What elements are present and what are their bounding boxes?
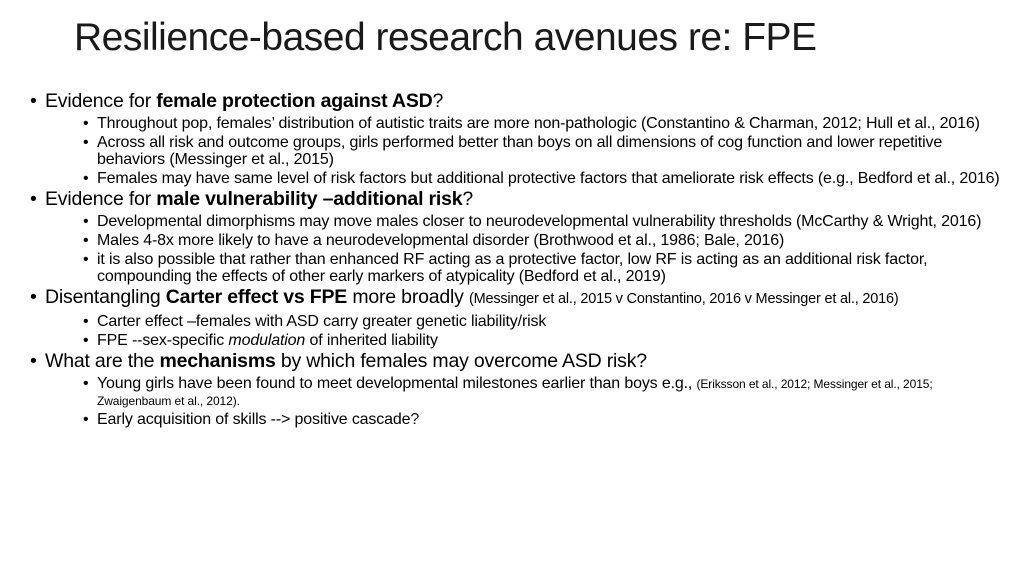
sub-bullet: • Early acquisition of skills --> positive cascade? <box>83 411 1010 428</box>
sub-bullet <box>83 332 1010 349</box>
bullet-text: ? <box>432 90 444 112</box>
sub-bullet: • Developmental dimorphisms may move males closer to neurodevelopmental vulnerability thresholds (McCarthy & Wright, 2016) <box>83 213 1010 230</box>
bullet-text: Evidence for <box>45 90 157 112</box>
sub-bullet-text: Young girls have been found to meet developmental milestones earlier than boys e.g., <box>97 375 697 392</box>
bullet-bold: female protection against ASD <box>156 90 433 112</box>
bullet-mechanisms <box>30 350 1010 428</box>
sub-bullet-list <box>45 213 1010 285</box>
bullet-text: What are the <box>45 350 160 372</box>
bullet-text: Evidence for <box>45 188 157 210</box>
bullet-text: Disentangling <box>45 286 166 308</box>
bullet-bold: Carter effect vs FPE <box>165 286 348 308</box>
sub-bullet-citation: (Eriksson et al., 2012; Messinger et al., 2015; Zwaigenbaum et al., 2012). <box>97 377 933 408</box>
sub-bullet: • Males 4-8x more likely to have a neurodevelopmental disorder (Brothwood et al., 1986; Bale, 2016) <box>83 232 1010 249</box>
sub-bullet: • it is also possible that rather than enhanced RF acting as a protective factor, low RF is acting as an additional risk factor, compounding the effects of other early markers of atypicality (Bedford et al., 2019) <box>83 251 1010 285</box>
bullet-list <box>30 90 1010 428</box>
sub-bullet-italic: modulation <box>228 332 306 349</box>
sub-bullet: • Across all risk and outcome groups, girls performed better than boys on all dimensions of cog function and lower repetitive behaviors (Messinger et al., 2015) <box>83 134 1010 168</box>
bullet-male-vulnerability <box>30 188 1010 285</box>
bullet-female-protection <box>30 90 1010 187</box>
bullet-text: ? <box>462 188 474 210</box>
bullet-carter-effect <box>30 286 1010 349</box>
bullet-citation: (Messinger et al., 2015 v Constantino, 2016 v Messinger et al., 2016) <box>468 291 899 307</box>
bullet-text: more broadly <box>347 286 469 308</box>
bullet-bold: mechanisms <box>159 350 276 372</box>
sub-bullet: • Females may have same level of risk factors but additional protective factors that ameliorate risk effects (e.g., Bedford et al., 2016) <box>83 170 1010 187</box>
sub-bullet-list <box>45 313 1010 349</box>
sub-bullet-text: FPE --sex-specific <box>97 332 229 349</box>
sub-bullet: • Carter effect –females with ASD carry greater genetic liability/risk <box>83 313 1010 330</box>
bullet-text: by which females may overcome ASD risk? <box>275 350 647 372</box>
sub-bullet <box>83 375 1010 409</box>
sub-bullet-list <box>45 115 1010 187</box>
bullet-bold: male vulnerability –additional risk <box>156 188 463 210</box>
slide-title: Resilience-based research avenues re: FPE <box>74 16 817 59</box>
sub-bullet-text: of inherited liability <box>305 332 438 349</box>
slide-content <box>30 90 1010 429</box>
sub-bullet-list <box>45 375 1010 428</box>
sub-bullet: • Throughout pop, females’ distribution of autistic traits are more non-pathologic (Constantino & Charman, 2012; Hull et al., 2016) <box>83 115 1010 132</box>
